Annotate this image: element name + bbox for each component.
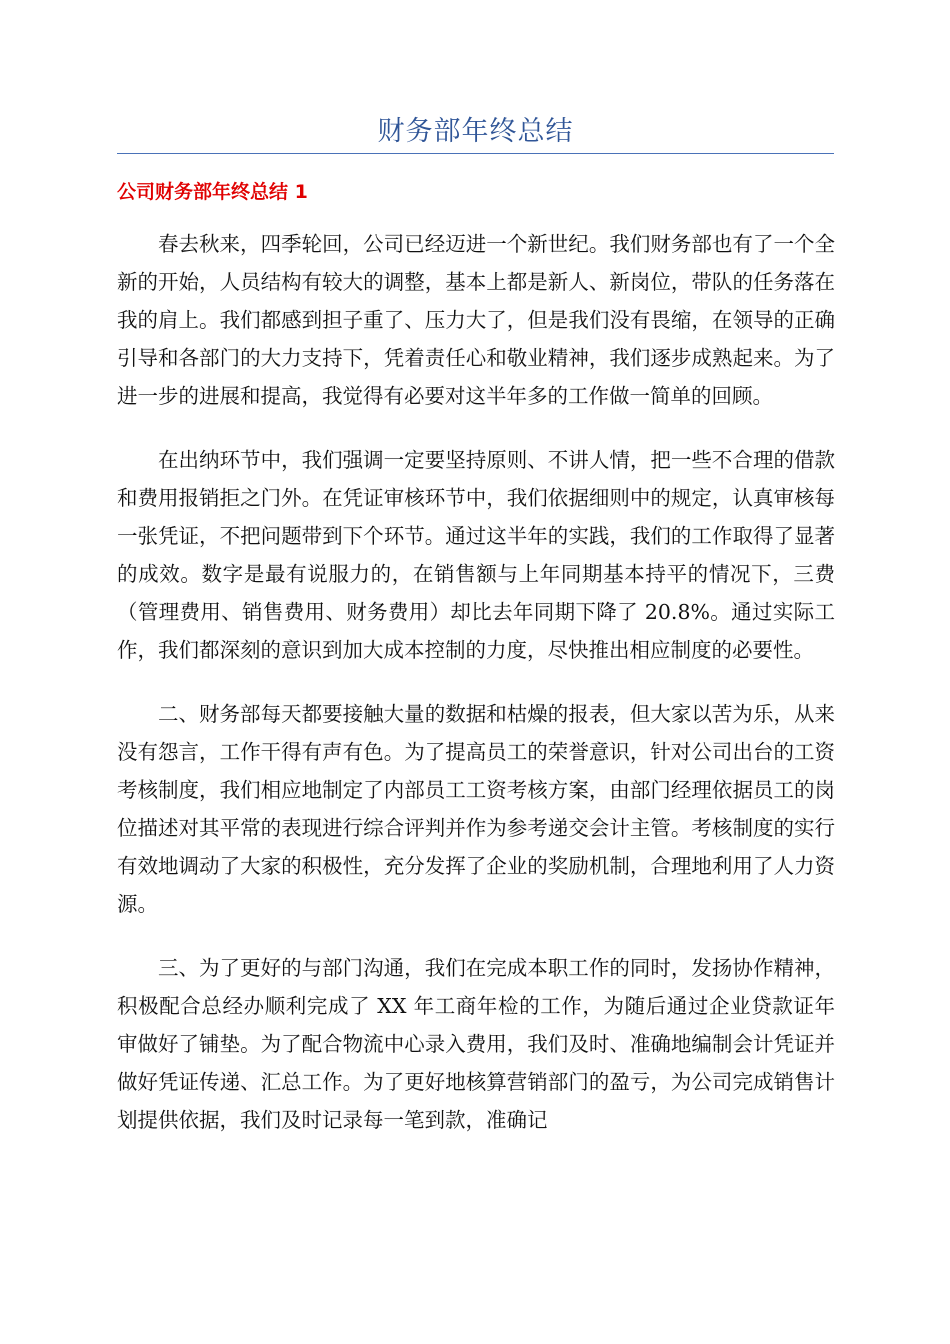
paragraph-3: 二、财务部每天都要接触大量的数据和枯燥的报表，但大家以苦为乐，从来没有怨言，工作干得有声有色。为了提高员工的荣誉意识，针对公司出台的工资考核制度，我们相应地制定了内部员工工资考核方案，由部门经理依据员工的岗位描述对其平常的表现进行综合评判并作为参考递交会计主管。考核制度的实行有效地调动了大家的积极性，充分发挥了企业的奖励机制，合理地利用了人力资源。 xyxy=(117,702,835,916)
paragraph-2: 在出纳环节中，我们强调一定要坚持原则、不讲人情，把一些不合理的借款和费用报销拒之门外。在凭证审核环节中，我们依据细则中的规定，认真审核每一张凭证，不把问题带到下个环节。通过这半年的实践，我们的工作取得了显著的成效。数字是最有说服力的，在销售额与上年同期基本持平的情况下，三费（管理费用、销售费用、财务费用）却比去年同期下降了 20.8%。通过实际工作，我们都深刻的意识到加大成本控制的力度，尽快推出相应制度的必要性。 xyxy=(117,448,835,662)
paragraph-1: 春去秋来，四季轮回，公司已经迈进一个新世纪。我们财务部也有了一个全新的开始，人员结构有较大的调整，基本上都是新人、新岗位，带队的任务落在我的肩上。我们都感到担子重了、压力大了，但是我们没有畏缩，在领导的正确引导和各部门的大力支持下，凭着责任心和敬业精神，我们逐步成熟起来。为了进一步的进展和提高，我觉得有必要对这半年多的工作做一简单的回顾。 xyxy=(117,232,835,408)
section-heading: 公司财务部年终总结 1 xyxy=(117,181,308,203)
document-title: 财务部年终总结 xyxy=(377,116,574,147)
title-divider xyxy=(117,153,834,154)
paragraph-4: 三、为了更好的与部门沟通，我们在完成本职工作的同时，发扬协作精神，积极配合总经办顺利完成了 XX 年工商年检的工作，为随后通过企业贷款证年审做好了铺垫。为了配合物流中心录入费用，我们及时、准确地编制会计凭证并做好凭证传递、汇总工作。为了更好地核算营销部门的盈亏，为公司完成销售计划提供依据，我们及时记录每一笔到款，准确记 xyxy=(117,956,835,1132)
document-body xyxy=(117,225,835,1165)
